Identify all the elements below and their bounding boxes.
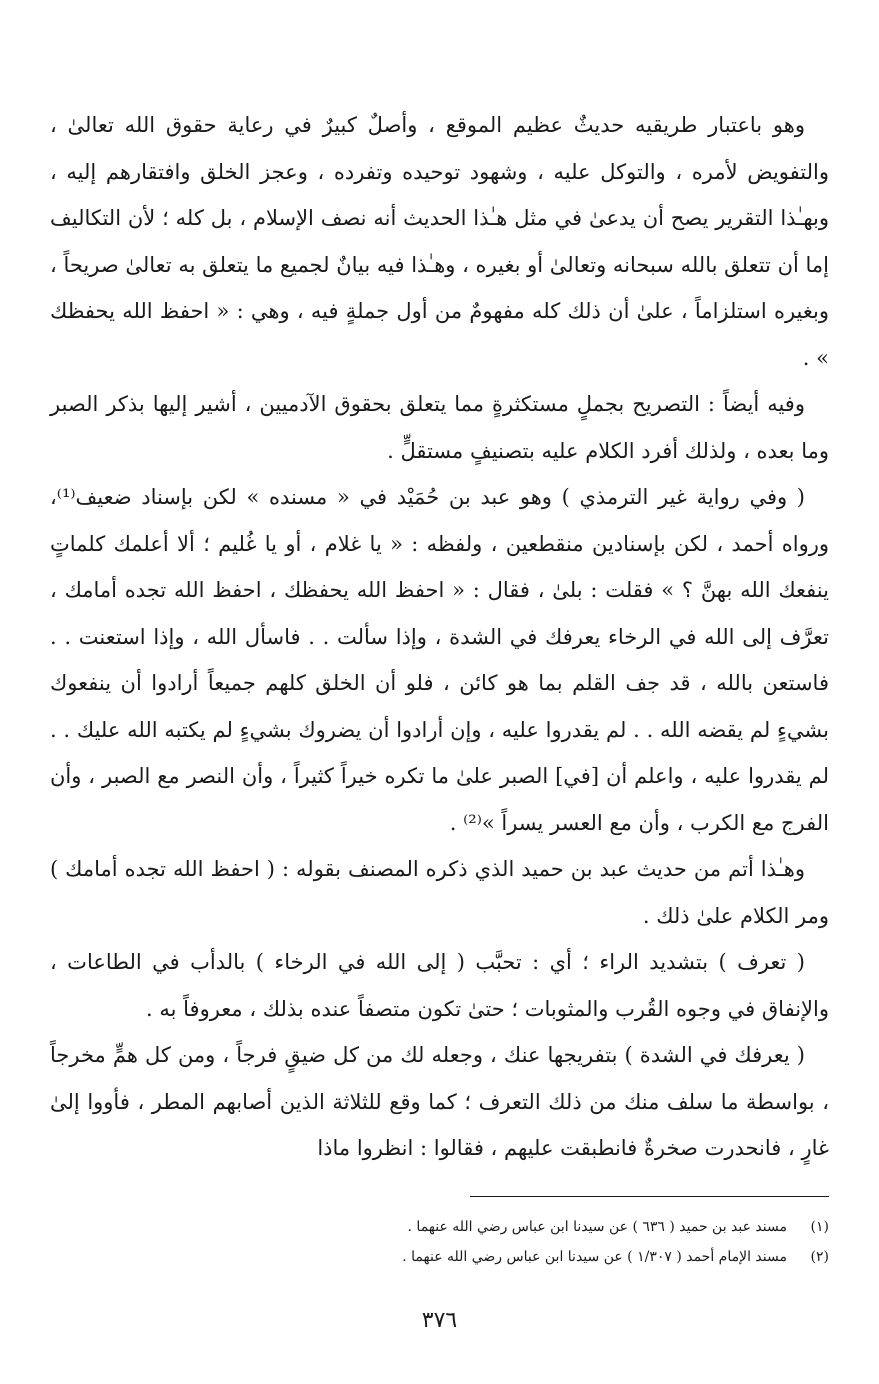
footnote-number: (١) (810, 1219, 829, 1235)
footnote-text: مسند الإمام أحمد ( ١/٣٠٧ ) عن سيدنا ابن عباس رضي الله عنهما . (402, 1249, 787, 1265)
paragraph-5: ( تعرف ) بتشديد الراء ؛ أي : تحبَّب ( إلى الله في الرخاء ) بالدأب في الطاعات ، والإنفاق في وجوه القُرب والمثوبات ؛ حتىٰ تكون متصفاً عنده بذلك ، معروفاً به . (50, 950, 829, 1021)
main-text (50, 102, 829, 1172)
page-number: ٣٧٦ (421, 1308, 458, 1333)
paragraph-1: وهو باعتبار طريقيه حديثٌ عظيم الموقع ، وأصلٌ كبيرٌ في رعاية حقوق الله تعالىٰ ، والتفويض لأمره ، والتوكل عليه ، وشهود توحيده وتفرده ، وعجز الخلق وافتقارهم إليه ، وبهـٰذا التقرير يصح أن يدعىٰ في مثل هـٰذا الحديث أنه نصف الإسلام ، بل كله ؛ لأن التكاليف إما أن تتعلق بالله سبحانه وتعالىٰ أو بغيره ، وهـٰذا فيه بيانٌ لجميع ما يتعلق به تعالىٰ صريحاً ، وبغيره استلزاماً ، علىٰ أن ذلك كله مفهومٌ من أول جملةٍ فيه ، وهي : « احفظ الله يحفظك » . (50, 113, 829, 370)
footnote-2 (50, 1242, 829, 1272)
paragraph-2: وفيه أيضاً : التصريح بجملٍ مستكثرةٍ مما يتعلق بحقوق الآدميين ، أشير إليها بذكر الصبر وما بعده ، ولذلك أفرد الكلام عليه بتصنيفٍ مستقلٍّ . (50, 392, 829, 463)
footnote-divider (470, 1196, 829, 1197)
paragraph-4: وهـٰذا أتم من حديث عبد بن حميد الذي ذكره المصنف بقوله : ( احفظ الله تجده أمامك ) ومر الكلام علىٰ ذلك . (50, 857, 829, 928)
paragraph-3: ( وفي رواية غير الترمذي ) وهو عبد بن حُمَيْد في « مسنده » لكن بإسناد ضعيف⁽¹⁾، ورواه أحمد ، لكن بإسنادين منقطعين ، ولفظه : « يا غلام ، أو يا غُليم ؛ ألا أعلمك كلماتٍ ينفعك الله بهنَّ ؟ » فقلت : بلىٰ ، فقال : « احفظ الله يحفظك ، احفظ الله تجده أمامك ، تعرَّف إلى الله في الرخاء يعرفك في الشدة ، وإذا سألت . . فاسأل الله ، وإذا استعنت . . فاستعن بالله ، قد جف القلم بما هو كائن ، فلو أن الخلق كلهم جميعاً أرادوا أن ينفعوك بشيءٍ لم يقضه الله . . لم يقدروا عليه ، وإن أرادوا أن يضروك بشيءٍ لم يكتبه الله عليك . . لم يقدروا عليه ، واعلم أن [في] الصبر علىٰ ما تكره خيراً كثيراً ، وأن النصر مع الصبر ، وأن الفرج مع الكرب ، وأن مع العسر يسراً »⁽²⁾ . (50, 485, 829, 835)
paragraph-6: ( يعرفك في الشدة ) بتفريجها عنك ، وجعله لك من كل ضيقٍ فرجاً ، ومن كل همٍّ مخرجاً ، بواسطة ما سلف منك من ذلك التعرف ؛ كما وقع للثلاثة الذين أصابهم المطر ، فأووا إلىٰ غارٍ ، فانحدرت صخرةٌ فانطبقت عليهم ، فقالوا : انظروا ماذا (50, 1043, 829, 1160)
footnote-number: (٢) (810, 1249, 829, 1265)
footnote-1 (50, 1212, 829, 1242)
footnote-text: مسند عبد بن حميد ( ٦٣٦ ) عن سيدنا ابن عباس رضي الله عنهما . (407, 1219, 787, 1235)
footnotes (50, 1212, 829, 1272)
